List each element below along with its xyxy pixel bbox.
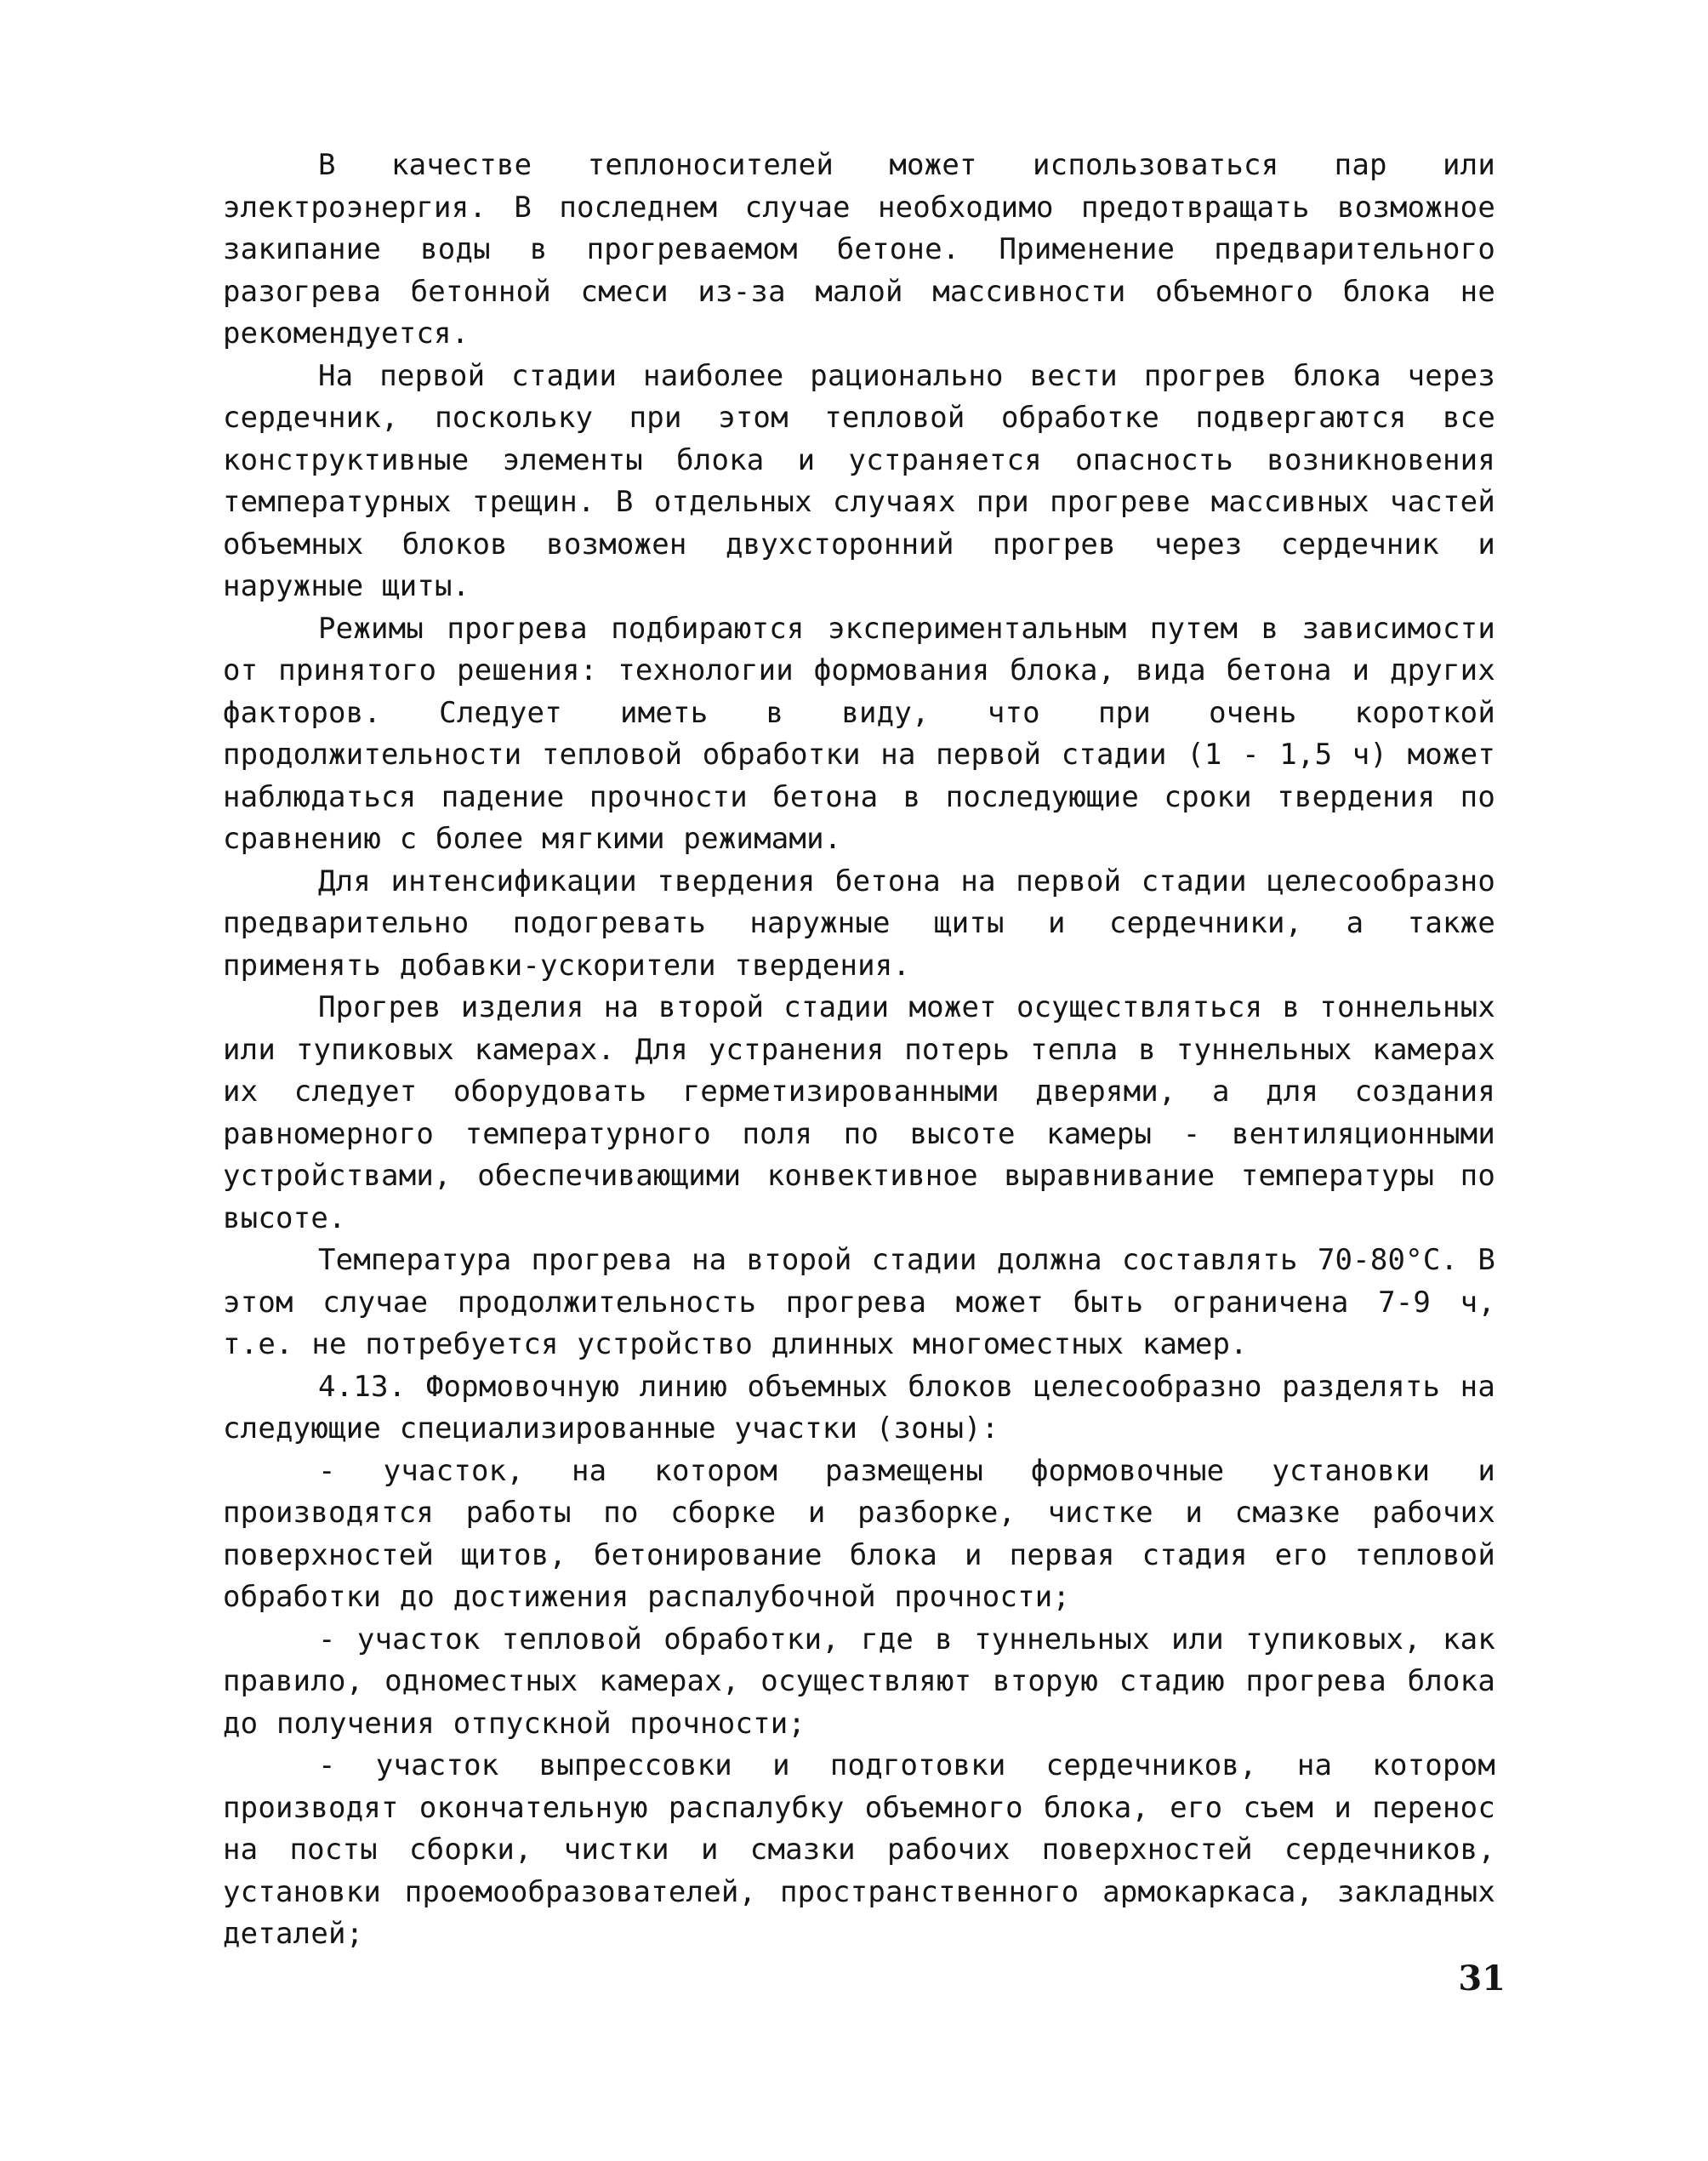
- paragraph-hardening-intensification: Для интенсификации твердения бетона на первой стадии целесообразно предварительно подогревать наружные щиты и сердечники, а также применять добавки-ускорители твердения.: [223, 864, 1495, 983]
- list-item-forming-zone: - участок, на котором размещены формовочные установки и производятся работы по сборке и разборке, чистке и смазке рабочих поверхностей щитов, бетонирование блока и первая стадия его тепловой обработки до достижения распалубочной прочности;: [223, 1453, 1495, 1614]
- body-text: [223, 145, 1495, 1956]
- paragraph-heating-modes: Режимы прогрева подбираются экспериментальным путем в зависимости от принятого решения: технологии формования блока, вида бетона и других факторов. Следует иметь в виду, что при очень короткой продолжительности тепловой обработки на первой стадии (1 - 1,5 ч) может наблюдаться падение прочности бетона в последующие сроки твердения по сравнению с более мягкими режимами.: [223, 611, 1495, 856]
- paragraph-heat-carriers: В качестве теплоносителей может использоваться пар или электроэнергия. В последнем случае необходимо предотвращать возможное закипание воды в прогреваемом бетоне. Применение предварительного разогрева бетонной смеси из-за малой массивности объемного блока не рекомендуется.: [223, 148, 1495, 351]
- page-number: 31: [1458, 1959, 1506, 1998]
- paragraph-section-4-13: 4.13. Формовочную линию объемных блоков целесообразно разделять на следующие специализированные участки (зоны):: [223, 1369, 1495, 1445]
- paragraph-first-stage-heating: На первой стадии наиболее рационально вести прогрев блока через сердечник, поскольку при этом тепловой обработке подвергаются все конструктивные элементы блока и устраняется опасность возникновения температурных трещин. В отдельных случаях при прогреве массивных частей объемных блоков возможен двухсторонний прогрев через сердечник и наружные щиты.: [223, 358, 1495, 603]
- paragraph-second-stage-chambers: Прогрев изделия на второй стадии может осуществляться в тоннельных или тупиковых камерах. Для устранения потерь тепла в туннельных камерах их следует оборудовать герметизированными дверями, а для создания равномерного температурного поля по высоте камеры - вентиляционными устройствами, обеспечивающими конвективное выравнивание температуры по высоте.: [223, 990, 1495, 1235]
- list-item-heat-treatment-zone: - участок тепловой обработки, где в туннельных или тупиковых, как правило, одноместных камерах, осуществляют вторую стадию прогрева блока до получения отпускной прочности;: [223, 1622, 1495, 1741]
- paragraph-second-stage-temperature: Температура прогрева на второй стадии должна составлять 70-80°С. В этом случае продолжительность прогрева может быть ограничена 7-9 ч, т.е. не потребуется устройство длинных многоместных камер.: [223, 1243, 1495, 1361]
- list-item-pressing-zone: - участок выпрессовки и подготовки сердечников, на котором производят окончательную распалубку объемного блока, его съем и перенос на посты сборки, чистки и смазки рабочих поверхностей сердечников, установки проемообразователей, пространственного армокаркаса, закладных деталей;: [223, 1748, 1495, 1951]
